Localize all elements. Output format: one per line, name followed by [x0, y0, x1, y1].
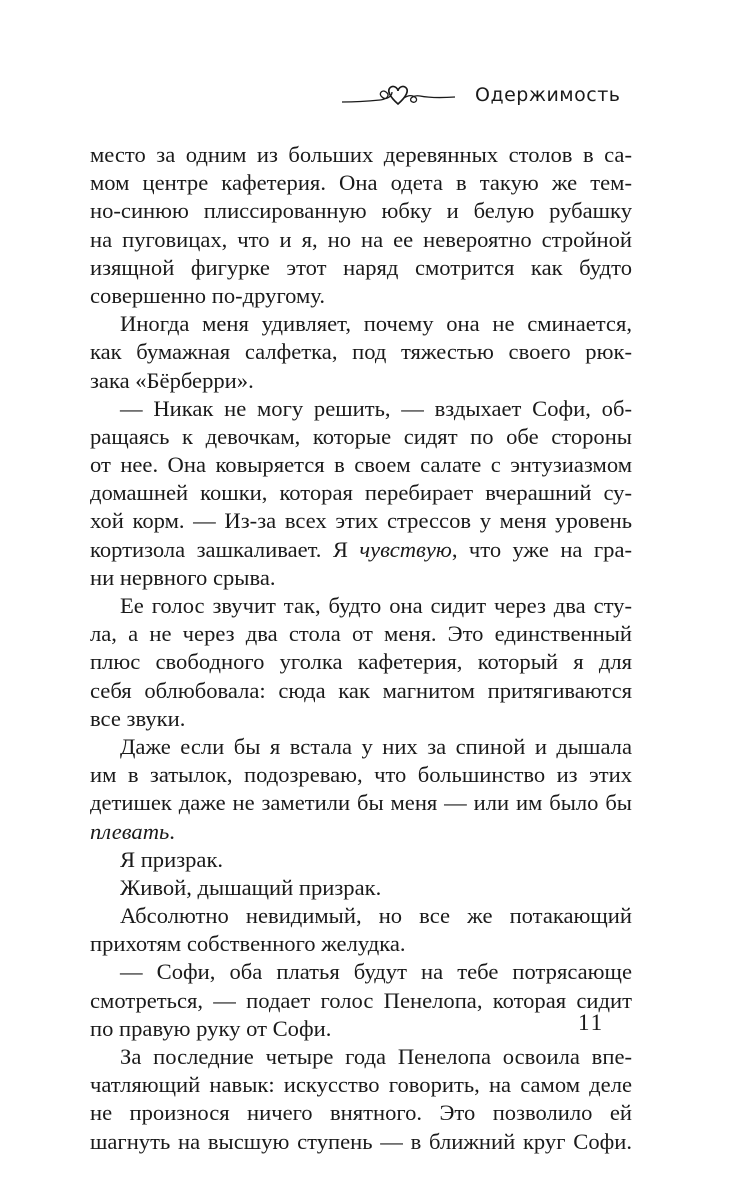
text-line: прихотям собственного желудка. [90, 931, 406, 957]
page-number: 11 [578, 1010, 605, 1035]
text-line: смотреться, — подает голос Пенелопа, которая сидит [90, 987, 632, 1013]
text-line: плюс свободного уголка кафетерия, который я для [90, 649, 632, 675]
text-line: кортизола зашкаливает. Я чувствую, что уже на гра- [90, 536, 632, 562]
paragraph [90, 592, 632, 733]
text-line: как бумажная салфетка, под тяжестью своего рюк- [90, 339, 632, 365]
paragraph [90, 958, 632, 1043]
text-line: детишек даже не заметили бы меня — или им было бы [90, 790, 632, 816]
text-line: домашней кошки, которая перебирает вчерашний су- [90, 480, 632, 506]
text-line: — Софи, оба платья будут на тебе потрясающе [120, 959, 632, 985]
paragraph [90, 733, 632, 846]
paragraph [90, 874, 632, 902]
text-line: на пуговицах, что и я, но на ее невероятно стройной [90, 226, 632, 252]
text-line: зака «Бёрберри». [90, 367, 254, 393]
running-title: Одержимость [475, 84, 621, 106]
text-line: мом центре кафетерия. Она одета в такую же тем- [90, 170, 632, 196]
text-line: За последние четыре года Пенелопа освоила впе- [120, 1044, 632, 1069]
text-line: хой корм. — Из-за всех этих стрессов у меня уровень [90, 508, 632, 534]
text-line: по правую руку от Софи. [90, 1015, 332, 1041]
text-line: плевать. [90, 818, 175, 844]
running-header [340, 78, 640, 118]
text-line: Ее голос звучит так, будто она сидит через два сту- [120, 593, 632, 618]
text-line: совершенно по-другому. [90, 282, 325, 308]
text-line: — Никак не могу решить, — вздыхает Софи, об- [120, 395, 632, 421]
text-line: чатляющий навык: искусство говорить, на самом деле [90, 1072, 632, 1098]
text-line: им в затылок, подозреваю, что большинство из этих [90, 762, 632, 788]
text-line: ла, а не через два стола от меня. Это единственный [90, 621, 632, 647]
text-line: изящной фигурке этот наряд смотрится как будто [90, 254, 632, 280]
text-line: Живой, дышащий призрак. [120, 874, 382, 900]
paragraph [90, 846, 632, 874]
text-line: Я призрак. [120, 846, 224, 872]
text-line: Даже если бы я встала у них за спиной и дышала [120, 733, 632, 759]
text-line: все звуки. [90, 705, 186, 731]
text-line: Абсолютно невидимый, но все же потакающий [120, 903, 632, 929]
page-body-text [90, 141, 632, 1156]
text-line: место за одним из больших деревянных столов в са- [90, 142, 632, 167]
text-line: Иногда меня удивляет, почему она не сминается, [120, 311, 632, 337]
paragraph [90, 395, 632, 592]
text-line: себя облюбовала: сюда как магнитом притягиваются [90, 677, 632, 703]
text-line: ращаясь к девочкам, которые сидят по обе стороны [90, 423, 632, 449]
text-line: от нее. Она ковыряется в своем салате с энтузиазмом [90, 452, 632, 478]
text-line: не произнося ничего внятного. Это позволило ей [90, 1100, 632, 1126]
heart-flourish-icon [340, 82, 470, 112]
paragraph [90, 1043, 632, 1156]
text-line: шагнуть на высшую ступень — в ближний круг Софи. [90, 1128, 632, 1154]
text-line: ни нервного срыва. [90, 564, 276, 590]
paragraph [90, 310, 632, 395]
text-line: но-синюю плиссированную юбку и белую рубашку [90, 198, 632, 224]
paragraph [90, 141, 632, 310]
paragraph [90, 902, 632, 958]
